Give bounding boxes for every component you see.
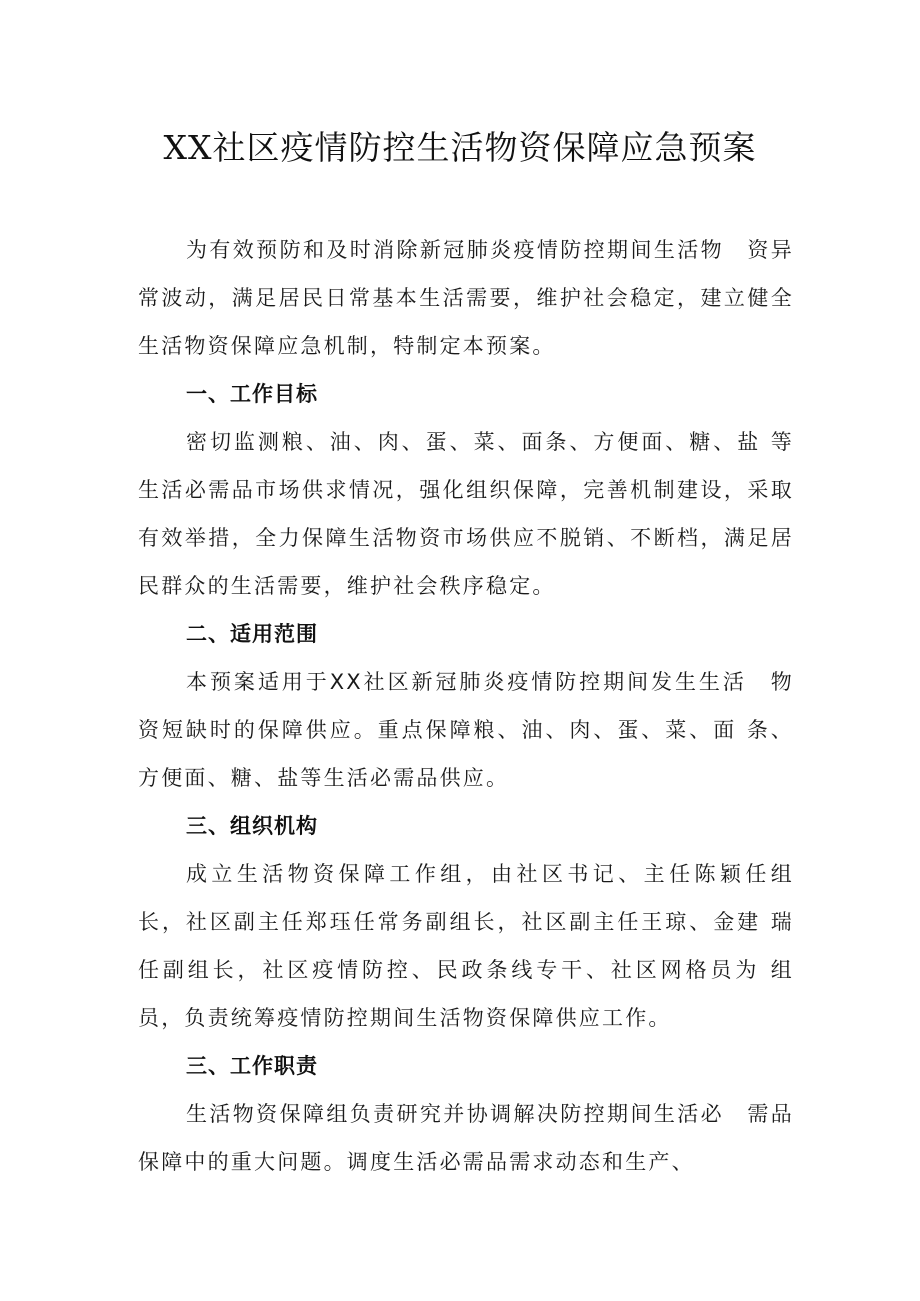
- section-heading-duties: 三、工作职责: [186, 1054, 318, 1078]
- section-text-duties: 生活物资保障组负责研究并协调解决防控期间生活必 需品保障中的重大问题。调度生活必需品需求动态和生产、: [138, 1102, 794, 1174]
- intro-paragraph: 为有效预防和及时消除新冠肺炎疫情防控期间生活物 资异常波动，满足居民日常基本生活需要，维护社会稳定，建立健全生活物资保障应急机制，特制定本预案。: [138, 238, 794, 358]
- document-title: XX社区疫情防控生活物资保障应急预案: [163, 128, 757, 167]
- section-heading-scope: 二、适用范围: [186, 622, 318, 646]
- document-body: [138, 226, 818, 1186]
- section-text-scope: 本预案适用于XX社区新冠肺炎疫情防控期间发生生活 物资短缺时的保障供应。重点保障粮、油、肉、蛋、菜、面 条、方便面、糖、盐等生活必需品供应。: [138, 670, 794, 790]
- section-heading-work-goal: 一、工作目标: [186, 382, 318, 406]
- section-heading-organization: 三、组织机构: [186, 814, 318, 838]
- section-text-organization: 成立生活物资保障工作组，由社区书记、主任陈颖任组 长，社区副主任郑珏任常务副组长，社区副主任王琼、金建 瑞任副组长，社区疫情防控、民政条线专干、社区网格员为 组员，负责统筹疫情防控期间生活物资保障供应工作。: [138, 862, 818, 1030]
- section-text-work-goal: 密切监测粮、油、肉、蛋、菜、面条、方便面、糖、盐 等生活必需品市场供求情况，强化组织保障，完善机制建设，采取有效举措，全力保障生活物资市场供应不脱销、不断档，满足居民群众的生活需要，维护社会秩序稳定。: [138, 430, 794, 598]
